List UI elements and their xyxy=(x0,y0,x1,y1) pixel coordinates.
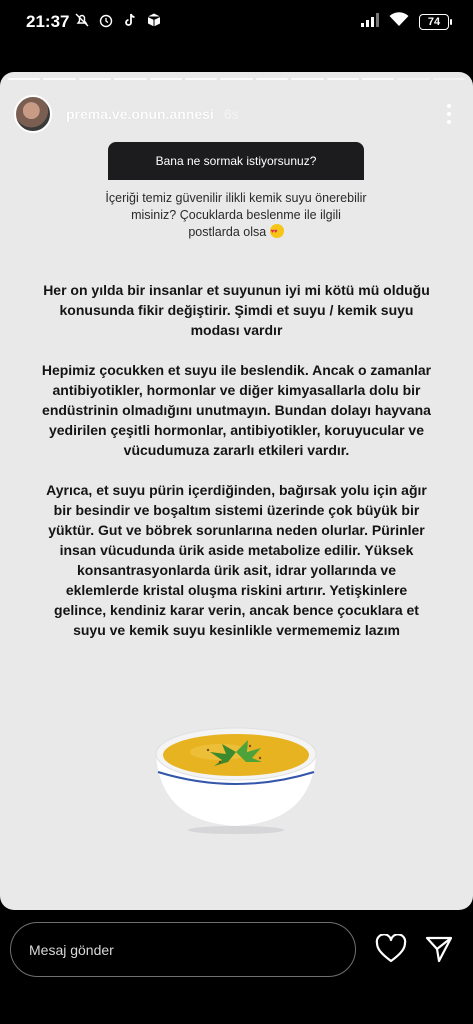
wifi-icon xyxy=(389,12,409,32)
soup-bowl-illustration xyxy=(150,722,322,834)
progress-segment xyxy=(397,78,429,80)
paragraph: Ayrıca, et suyu pürin içerdiğinden, bağırsak yolu için ağır bir besindir ve boşaltım sistemi üzerinde çok büyük bir yüktür. Gut ve böbrek sorunlarına neden olurlar. Pürinler insan vücudunda ürik aside metabolize edilir. Yüksek konsantrasyonlarda ürik asit, idrar yollarında ve eklemlerde kristal oluşma riskini artırır. Yetişkinlere gelince, kendiniz karar verin, ancak bence çocuklara et suyu ve kemik suyu kesinlikle vermememiz lazım xyxy=(46,482,427,638)
clock: 21:37 xyxy=(26,12,70,31)
progress-segment xyxy=(362,78,394,80)
progress-segment xyxy=(291,78,323,80)
alarm-icon xyxy=(98,12,114,28)
mute-icon xyxy=(74,12,90,28)
question-sticker: Bana ne sormak istiyorsunuz? xyxy=(108,142,364,180)
story-reply-bar xyxy=(0,910,473,1024)
signal-icon xyxy=(361,13,379,32)
heart-eyes-emoji-icon xyxy=(270,224,284,238)
progress-segment xyxy=(220,78,252,80)
paragraph: Hepimiz çocukken et suyu ile beslendik. Ancak o zamanlar antibiyotikler, hormonlar ve diğer kimyasallarla dolu bir endüstrinin olmadığını unutmayın. Bundan dolayı hayvana yedirilen çeşitli hormonlar, antibiyotikler, koruyucular ve vücudumuza zararlı etkileri vardır. xyxy=(41,362,432,458)
story-body-text xyxy=(40,280,433,660)
progress-segment xyxy=(8,78,40,80)
progress-segment xyxy=(256,78,288,80)
notification-icons xyxy=(74,12,162,28)
progress-segment xyxy=(433,78,465,80)
send-direct-icon[interactable] xyxy=(424,934,454,964)
system-icons xyxy=(361,12,449,32)
story-progress-bar xyxy=(8,78,465,80)
story-header xyxy=(14,94,459,134)
time-ago: 6s xyxy=(223,106,239,122)
progress-segment xyxy=(150,78,182,80)
question-answer-text: İçeriği temiz güvenilir ilikli kemik suyu önerebilir misiniz? Çocuklarda beslenme ile ilgili postlarda olsa xyxy=(105,191,367,239)
question-answer xyxy=(104,190,368,241)
story-card[interactable] xyxy=(0,72,473,910)
progress-segment xyxy=(43,78,75,80)
like-heart-icon[interactable] xyxy=(375,934,407,964)
paragraph: Her on yılda bir insanlar et suyunun iyi mi kötü mü olduğu konusunda fikir değiştirir. Şimdi et suyu / kemik suyu modası vardır xyxy=(43,282,430,338)
status-bar xyxy=(0,0,473,44)
progress-segment xyxy=(185,78,217,80)
avatar[interactable] xyxy=(14,95,52,133)
tiktok-icon xyxy=(122,12,138,28)
username[interactable]: prema.ve.onun.annesi xyxy=(66,106,214,122)
more-options-icon[interactable] xyxy=(439,100,459,128)
progress-segment xyxy=(114,78,146,80)
battery-icon: 74 xyxy=(419,14,449,30)
send-message-input[interactable] xyxy=(10,922,356,977)
box-icon xyxy=(146,12,162,28)
progress-segment xyxy=(327,78,359,80)
progress-segment xyxy=(79,78,111,80)
